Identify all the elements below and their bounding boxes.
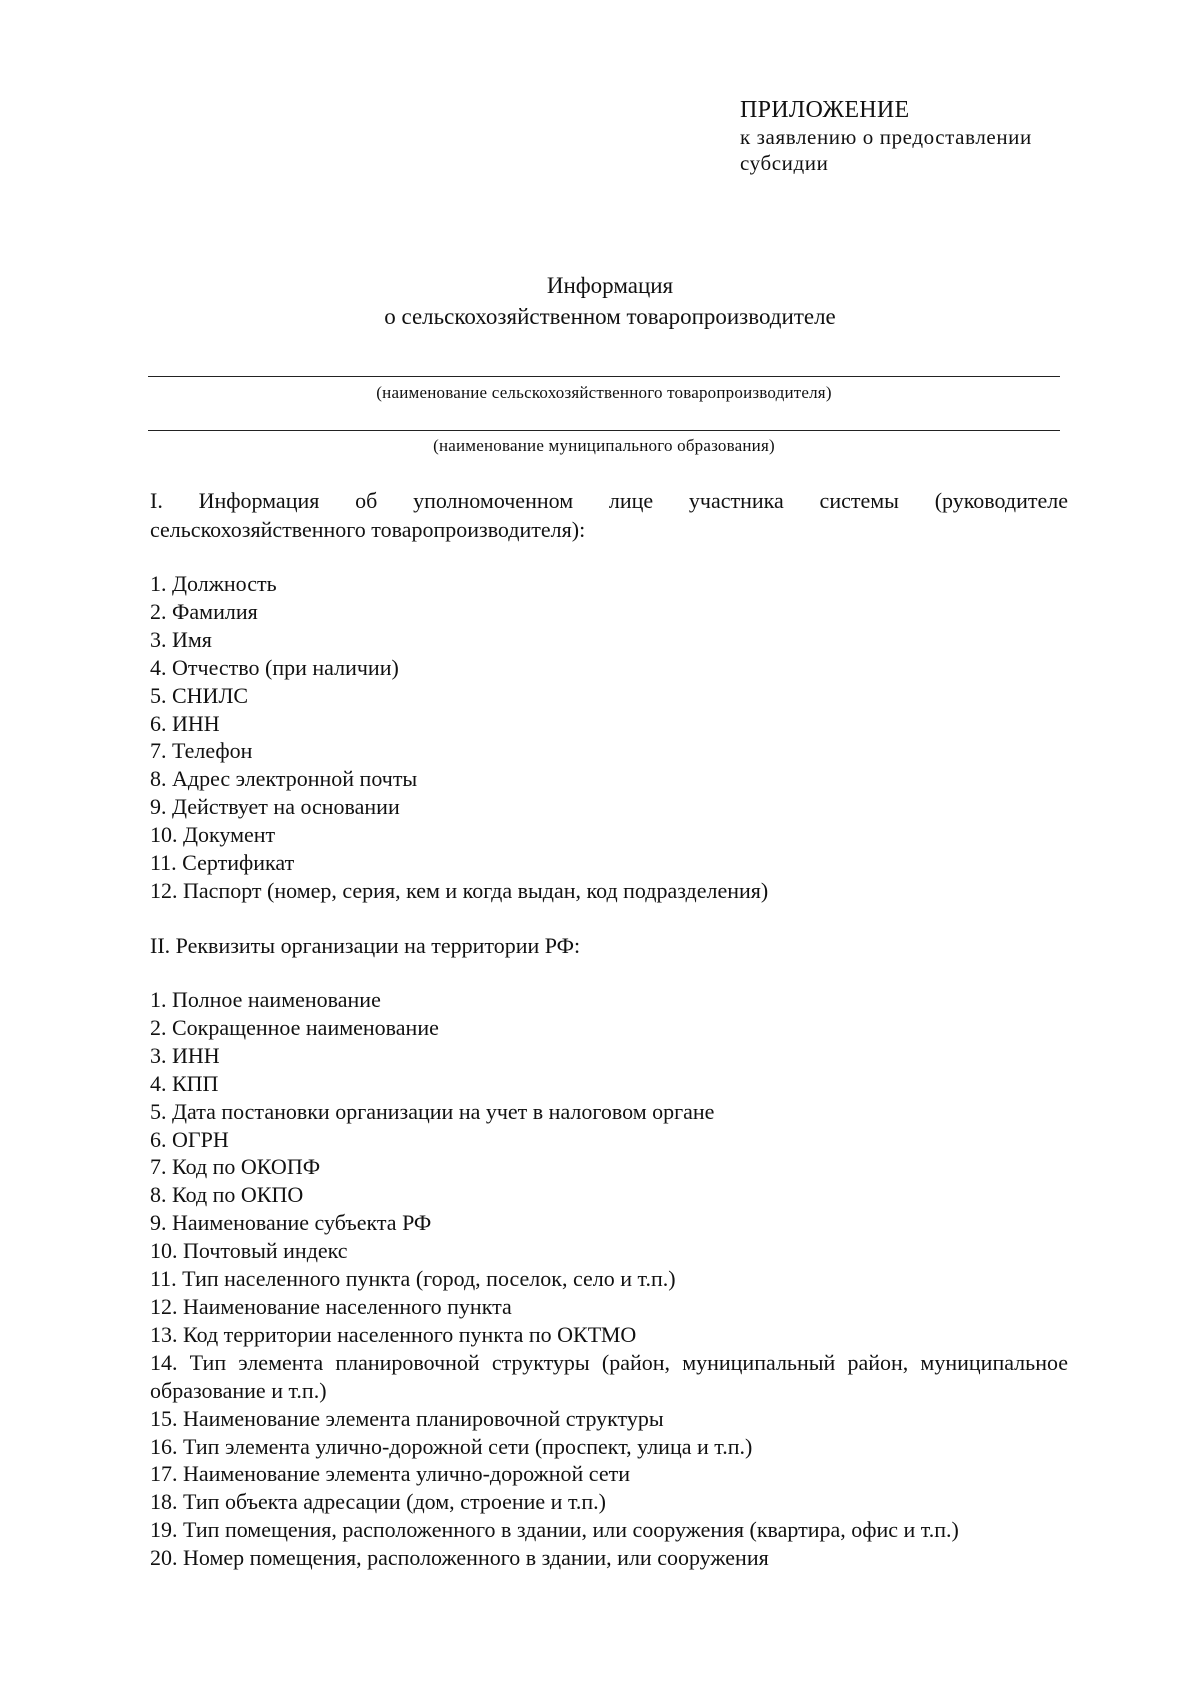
list-item: 5. Дата постановки организации на учет в налоговом органе (150, 1098, 715, 1124)
list-item: 4. Отчество (при наличии) (150, 654, 399, 680)
section-1-heading: I. Информация об уполномоченном лице участника системы (руководителе сельскохозяйственного товаропроизводителя): (150, 488, 1068, 542)
list-item: 20. Номер помещения, расположенного в здании, или сооружения (150, 1545, 769, 1571)
list-item: 15. Наименование элемента планировочной структуры (150, 1405, 664, 1431)
list-item: 3. ИНН (150, 1042, 220, 1068)
list-item: 2. Фамилия (150, 598, 258, 624)
list-item: 4. КПП (150, 1070, 219, 1096)
list-item: 11. Сертификат (150, 850, 295, 876)
list-item: 6. ОГРН (150, 1126, 229, 1152)
appendix-subtitle-line-1: к заявлению о предоставлении (740, 125, 1032, 149)
section-1-list (150, 570, 1068, 905)
list-item: 8. Код по ОКПО (150, 1182, 304, 1208)
document-title-line-1: Информация (546, 273, 674, 298)
list-item: 1. Должность (150, 571, 277, 596)
list-item: 12. Паспорт (номер, серия, кем и когда выдан, код подразделения) (150, 877, 769, 903)
municipality-name-caption: (наименование муниципального образования) (433, 436, 775, 455)
list-item: 9. Наименование субъекта РФ (150, 1210, 432, 1236)
list-item: 10. Почтовый индекс (150, 1238, 348, 1264)
list-item: 18. Тип объекта адресации (дом, строение и т.п.) (150, 1489, 607, 1515)
list-item: 7. Код по ОКОПФ (150, 1154, 321, 1180)
list-item: 2. Сокращенное наименование (150, 1014, 439, 1040)
list-item: 8. Адрес электронной почты (150, 766, 418, 792)
municipality-name-line (148, 430, 1060, 431)
list-item: 10. Документ (150, 822, 276, 848)
list-item: 13. Код территории населенного пункта по ОКТМО (150, 1321, 637, 1347)
list-item: 14. Тип элемента планировочной структуры (район, муниципальный район, муниципальное образование и т.п.) (150, 1349, 1068, 1403)
list-item: 1. Полное наименование (150, 987, 381, 1012)
producer-name-caption: (наименование сельскохозяйственного товаропроизводителя) (376, 383, 832, 402)
list-item: 3. Имя (150, 626, 212, 652)
document-title (0, 270, 1200, 332)
list-item: 16. Тип элемента улично-дорожной сети (проспект, улица и т.п.) (150, 1433, 753, 1459)
section-2-heading: II. Реквизиты организации на территории РФ: (150, 933, 581, 958)
list-item: 9. Действует на основании (150, 794, 400, 820)
list-item: 5. СНИЛС (150, 682, 249, 708)
section-2-list (150, 986, 1068, 1572)
list-item: 11. Тип населенного пункта (город, поселок, село и т.п.) (150, 1266, 676, 1292)
list-item: 6. ИНН (150, 710, 220, 736)
appendix-subtitle-line-2: субсидии (740, 151, 829, 175)
document-title-line-2: о сельскохозяйственном товаропроизводителе (384, 304, 836, 329)
producer-name-line (148, 376, 1060, 377)
list-item: 12. Наименование населенного пункта (150, 1293, 512, 1319)
appendix-header (740, 96, 1080, 176)
list-item: 7. Телефон (150, 738, 253, 764)
appendix-title: ПРИЛОЖЕНИЕ (740, 97, 910, 123)
list-item: 19. Тип помещения, расположенного в здании, или сооружения (квартира, офис и т.п.) (150, 1517, 959, 1543)
list-item: 17. Наименование элемента улично-дорожной сети (150, 1461, 630, 1487)
